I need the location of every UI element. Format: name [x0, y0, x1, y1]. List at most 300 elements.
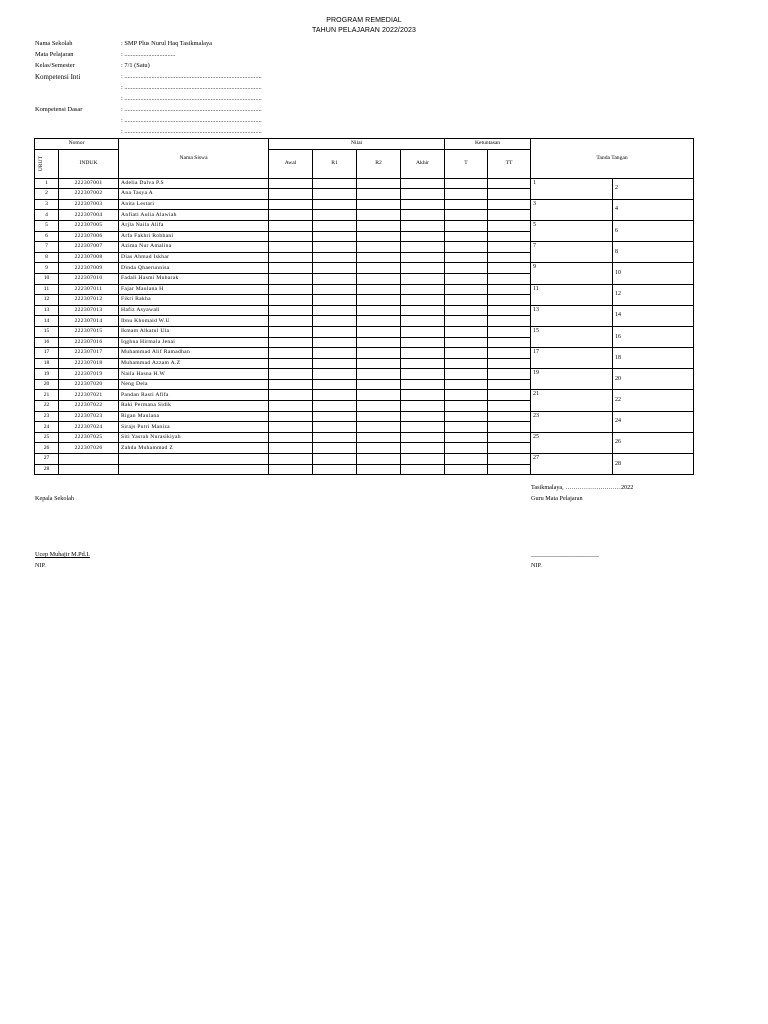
signature-cell[interactable]: 22: [613, 390, 694, 411]
cell-urut: 15: [35, 326, 59, 337]
cell-urut: 10: [35, 273, 59, 284]
cell-t[interactable]: [445, 305, 488, 316]
cell-akhir[interactable]: [401, 401, 445, 412]
table-row: [35, 432, 694, 443]
cell-awal[interactable]: [269, 305, 313, 316]
cell-tt[interactable]: [488, 443, 531, 454]
cell-akhir[interactable]: [401, 422, 445, 433]
info-value: : ......................................................................................: [121, 128, 262, 135]
signature-cell[interactable]: 19: [531, 369, 613, 390]
cell-akhir[interactable]: [401, 210, 445, 221]
cell-awal[interactable]: [269, 273, 313, 284]
signature-cell[interactable]: 8: [613, 242, 694, 263]
table-row: [35, 348, 694, 359]
cell-tt[interactable]: [488, 210, 531, 221]
nip-left: NIP.: [35, 562, 46, 569]
cell-induk: 222307013: [59, 305, 119, 316]
cell-tt[interactable]: [488, 284, 531, 295]
cell-r1[interactable]: [313, 284, 357, 295]
cell-awal[interactable]: [269, 390, 313, 401]
cell-r2[interactable]: [357, 242, 401, 253]
cell-r1[interactable]: [313, 189, 357, 200]
table-row: [35, 454, 694, 465]
cell-t[interactable]: [445, 348, 488, 359]
signature-cell[interactable]: 16: [613, 326, 694, 347]
cell-tt[interactable]: [488, 390, 531, 401]
cell-induk: 222307014: [59, 316, 119, 327]
cell-induk: 222307011: [59, 284, 119, 295]
cell-r1[interactable]: [313, 358, 357, 369]
cell-akhir[interactable]: [401, 295, 445, 306]
info-label: Kompetensi Dasar: [35, 106, 83, 113]
page-subtitle: TAHUN PELAJARAN 2022/2023: [312, 27, 416, 34]
table-row: [35, 220, 694, 231]
cell-urut: 11: [35, 284, 59, 295]
cell-t[interactable]: [445, 242, 488, 253]
cell-induk: 222307002: [59, 189, 119, 200]
cell-awal[interactable]: [269, 252, 313, 263]
cell-induk: 222307008: [59, 252, 119, 263]
cell-urut: 9: [35, 263, 59, 274]
signature-cell[interactable]: 27: [531, 454, 613, 475]
cell-nama: Ibnu Khomaid W.U: [119, 316, 269, 327]
kepala-name: Ucep Muhajir M.Pd.I.: [35, 551, 90, 558]
header-nilai: Nilai: [269, 139, 445, 150]
cell-t[interactable]: [445, 210, 488, 221]
cell-r2[interactable]: [357, 326, 401, 337]
cell-nama: Dias Ahmad Iskhar: [119, 252, 269, 263]
table-row: [35, 369, 694, 380]
table-body: [35, 178, 694, 475]
signature-cell[interactable]: 11: [531, 284, 613, 305]
cell-r2[interactable]: [357, 316, 401, 327]
cell-nama: Hafiz Asyawali: [119, 305, 269, 316]
cell-urut: 4: [35, 210, 59, 221]
cell-tt[interactable]: [488, 199, 531, 210]
info-value: : ......................................................................................: [121, 84, 262, 91]
header-r2: R2: [357, 149, 401, 178]
cell-induk: 222307018: [59, 358, 119, 369]
cell-nama: Ikmam Alkatul Ula: [119, 326, 269, 337]
cell-awal[interactable]: [269, 210, 313, 221]
cell-tt[interactable]: [488, 189, 531, 200]
cell-awal[interactable]: [269, 326, 313, 337]
cell-r2[interactable]: [357, 210, 401, 221]
signature-cell[interactable]: 18: [613, 348, 694, 369]
cell-r1[interactable]: [313, 316, 357, 327]
cell-akhir[interactable]: [401, 242, 445, 253]
cell-akhir[interactable]: [401, 369, 445, 380]
cell-t[interactable]: [445, 252, 488, 263]
table-row: [35, 390, 694, 401]
info-value: : ......................................................................................: [121, 117, 262, 124]
cell-tt[interactable]: [488, 316, 531, 327]
kepala-label: Kepala Sekolah: [35, 495, 75, 502]
cell-r2[interactable]: [357, 432, 401, 443]
cell-tt[interactable]: [488, 464, 531, 475]
cell-tt[interactable]: [488, 348, 531, 359]
cell-t[interactable]: [445, 369, 488, 380]
cell-t[interactable]: [445, 199, 488, 210]
cell-r1[interactable]: [313, 273, 357, 284]
cell-t[interactable]: [445, 379, 488, 390]
cell-akhir[interactable]: [401, 284, 445, 295]
signature-cell[interactable]: 21: [531, 390, 613, 411]
cell-tt[interactable]: [488, 401, 531, 412]
cell-nama: Arjla Naila Alifa: [119, 220, 269, 231]
cell-r2[interactable]: [357, 401, 401, 412]
cell-t[interactable]: [445, 422, 488, 433]
signature-cell[interactable]: 9: [531, 263, 613, 284]
cell-urut: 24: [35, 422, 59, 433]
cell-urut: 19: [35, 369, 59, 380]
cell-awal[interactable]: [269, 295, 313, 306]
cell-awal[interactable]: [269, 369, 313, 380]
cell-r1[interactable]: [313, 411, 357, 422]
cell-akhir[interactable]: [401, 337, 445, 348]
header-awal: Awal: [269, 149, 313, 178]
cell-urut: 16: [35, 337, 59, 348]
cell-awal[interactable]: [269, 422, 313, 433]
cell-awal[interactable]: [269, 464, 313, 475]
cell-tt[interactable]: [488, 231, 531, 242]
cell-awal[interactable]: [269, 284, 313, 295]
cell-awal[interactable]: [269, 220, 313, 231]
signature-cell[interactable]: 25: [531, 432, 613, 453]
cell-akhir[interactable]: [401, 411, 445, 422]
cell-t[interactable]: [445, 316, 488, 327]
cell-t[interactable]: [445, 454, 488, 465]
header-akhir: Akhir: [401, 149, 445, 178]
cell-tt[interactable]: [488, 326, 531, 337]
sign-line: ______________________: [531, 551, 600, 558]
cell-urut: 28: [35, 464, 59, 475]
signature-cell[interactable]: 20: [613, 369, 694, 390]
cell-akhir[interactable]: [401, 443, 445, 454]
cell-awal[interactable]: [269, 454, 313, 465]
cell-akhir[interactable]: [401, 464, 445, 475]
cell-r2[interactable]: [357, 252, 401, 263]
cell-induk: 222307003: [59, 199, 119, 210]
cell-awal[interactable]: [269, 178, 313, 189]
signature-cell[interactable]: 28: [613, 454, 694, 475]
cell-awal[interactable]: [269, 432, 313, 443]
cell-r1[interactable]: [313, 432, 357, 443]
header-tt: TT: [488, 149, 531, 178]
cell-induk: 222307019: [59, 369, 119, 380]
cell-induk: 222307025: [59, 432, 119, 443]
table-row: [35, 242, 694, 253]
cell-r2[interactable]: [357, 305, 401, 316]
cell-tt[interactable]: [488, 432, 531, 443]
cell-t[interactable]: [445, 231, 488, 242]
cell-t[interactable]: [445, 464, 488, 475]
header-r1: R1: [313, 149, 357, 178]
cell-tt[interactable]: [488, 305, 531, 316]
cell-tt[interactable]: [488, 379, 531, 390]
cell-r1[interactable]: [313, 326, 357, 337]
cell-t[interactable]: [445, 401, 488, 412]
cell-akhir[interactable]: [401, 189, 445, 200]
signature-cell[interactable]: 6: [613, 220, 694, 241]
cell-t[interactable]: [445, 295, 488, 306]
cell-nama: Siti Yasrah Nurasikiyah: [119, 432, 269, 443]
cell-r2[interactable]: [357, 464, 401, 475]
cell-r1[interactable]: [313, 263, 357, 274]
cell-urut: 8: [35, 252, 59, 263]
cell-urut: 26: [35, 443, 59, 454]
cell-tt[interactable]: [488, 411, 531, 422]
info-label: Nama Sekolah: [35, 40, 73, 47]
signature-cell[interactable]: 7: [531, 242, 613, 263]
header-nama-siswa: Nama Siswa: [119, 139, 269, 179]
cell-nama: [119, 464, 269, 475]
cell-r2[interactable]: [357, 422, 401, 433]
cell-nama: Iqghna Hirmala Jenai: [119, 337, 269, 348]
cell-urut: 22: [35, 401, 59, 412]
cell-t[interactable]: [445, 263, 488, 274]
cell-r1[interactable]: [313, 178, 357, 189]
cell-r2[interactable]: [357, 178, 401, 189]
signature-cell[interactable]: 10: [613, 263, 694, 284]
cell-r1[interactable]: [313, 242, 357, 253]
cell-urut: 13: [35, 305, 59, 316]
cell-r2[interactable]: [357, 284, 401, 295]
cell-tt[interactable]: [488, 422, 531, 433]
signature-cell[interactable]: 12: [613, 284, 694, 305]
cell-r2[interactable]: [357, 443, 401, 454]
table-row: [35, 263, 694, 274]
cell-r2[interactable]: [357, 189, 401, 200]
cell-induk: 222307004: [59, 210, 119, 221]
signature-cell[interactable]: 1: [531, 178, 613, 199]
cell-urut: 1: [35, 178, 59, 189]
cell-tt[interactable]: [488, 358, 531, 369]
signature-cell[interactable]: 15: [531, 326, 613, 347]
cell-awal[interactable]: [269, 358, 313, 369]
info-value: : 7/1 (Satu): [121, 62, 150, 69]
cell-akhir[interactable]: [401, 348, 445, 359]
table-row: [35, 411, 694, 422]
cell-akhir[interactable]: [401, 199, 445, 210]
cell-r2[interactable]: [357, 337, 401, 348]
cell-akhir[interactable]: [401, 231, 445, 242]
cell-induk: 222307016: [59, 337, 119, 348]
info-value: : ................................: [121, 51, 176, 58]
signature-cell[interactable]: 5: [531, 220, 613, 241]
cell-induk: 222307012: [59, 295, 119, 306]
cell-urut: 17: [35, 348, 59, 359]
cell-r2[interactable]: [357, 199, 401, 210]
cell-t[interactable]: [445, 178, 488, 189]
info-label: Kompetensi Inti: [35, 73, 81, 81]
cell-urut: 6: [35, 231, 59, 242]
page-title: PROGRAM REMEDIAL: [326, 17, 402, 24]
cell-r1[interactable]: [313, 401, 357, 412]
header-t: T: [445, 149, 488, 178]
cell-t[interactable]: [445, 284, 488, 295]
cell-akhir[interactable]: [401, 390, 445, 401]
cell-t[interactable]: [445, 273, 488, 284]
cell-nama: Neng Dela: [119, 379, 269, 390]
cell-r2[interactable]: [357, 390, 401, 401]
signature-cell[interactable]: 13: [531, 305, 613, 326]
header-nomor: Nomor: [35, 139, 119, 150]
cell-t[interactable]: [445, 432, 488, 443]
cell-induk: 222307015: [59, 326, 119, 337]
cell-nama: Naila Hasna H.W: [119, 369, 269, 380]
cell-induk: 222307007: [59, 242, 119, 253]
cell-r1[interactable]: [313, 231, 357, 242]
cell-tt[interactable]: [488, 263, 531, 274]
cell-urut: 23: [35, 411, 59, 422]
cell-nama: [119, 454, 269, 465]
cell-induk: 222307023: [59, 411, 119, 422]
cell-r2[interactable]: [357, 263, 401, 274]
cell-r2[interactable]: [357, 231, 401, 242]
cell-urut: 14: [35, 316, 59, 327]
cell-r1[interactable]: [313, 337, 357, 348]
cell-urut: 12: [35, 295, 59, 306]
cell-nama: Muhammad Azzam A.Z: [119, 358, 269, 369]
cell-t[interactable]: [445, 326, 488, 337]
cell-r2[interactable]: [357, 411, 401, 422]
cell-urut: 2: [35, 189, 59, 200]
cell-tt[interactable]: [488, 369, 531, 380]
cell-awal[interactable]: [269, 348, 313, 359]
cell-r1[interactable]: [313, 443, 357, 454]
cell-awal[interactable]: [269, 231, 313, 242]
signature-cell[interactable]: 24: [613, 411, 694, 432]
signature-cell[interactable]: 17: [531, 348, 613, 369]
cell-akhir[interactable]: [401, 252, 445, 263]
cell-nama: Rigan Maulana: [119, 411, 269, 422]
cell-r2[interactable]: [357, 369, 401, 380]
cell-r1[interactable]: [313, 295, 357, 306]
cell-induk: 222307006: [59, 231, 119, 242]
cell-akhir[interactable]: [401, 326, 445, 337]
cell-urut: 27: [35, 454, 59, 465]
signature-cell[interactable]: 23: [531, 411, 613, 432]
header-urut: URUT: [38, 155, 44, 172]
cell-r2[interactable]: [357, 295, 401, 306]
cell-r1[interactable]: [313, 305, 357, 316]
cell-r1[interactable]: [313, 220, 357, 231]
cell-nama: Ana Tasya A: [119, 189, 269, 200]
cell-r1[interactable]: [313, 390, 357, 401]
cell-r2[interactable]: [357, 358, 401, 369]
cell-awal[interactable]: [269, 337, 313, 348]
cell-akhir[interactable]: [401, 263, 445, 274]
table-row: [35, 326, 694, 337]
cell-r1[interactable]: [313, 252, 357, 263]
cell-r1[interactable]: [313, 369, 357, 380]
cell-akhir[interactable]: [401, 379, 445, 390]
cell-awal[interactable]: [269, 263, 313, 274]
cell-akhir[interactable]: [401, 273, 445, 284]
cell-awal[interactable]: [269, 242, 313, 253]
cell-urut: 7: [35, 242, 59, 253]
cell-akhir[interactable]: [401, 316, 445, 327]
cell-awal[interactable]: [269, 316, 313, 327]
cell-r2[interactable]: [357, 348, 401, 359]
signature-cell[interactable]: 2: [613, 178, 694, 199]
info-value: : ......................................................................................: [121, 73, 262, 80]
cell-t[interactable]: [445, 443, 488, 454]
cell-induk: 222307026: [59, 443, 119, 454]
guru-label: Guru Mata Pelajaran: [531, 495, 583, 502]
cell-r1[interactable]: [313, 348, 357, 359]
cell-nama: Azima Nur Amalina: [119, 242, 269, 253]
cell-induk: 222307021: [59, 390, 119, 401]
cell-nama: Fadali Hasmi Mubarak: [119, 273, 269, 284]
table-row: [35, 284, 694, 295]
cell-tt[interactable]: [488, 454, 531, 465]
cell-nama: Sirajs Putri Maniza: [119, 422, 269, 433]
cell-awal[interactable]: [269, 401, 313, 412]
cell-tt[interactable]: [488, 242, 531, 253]
cell-r2[interactable]: [357, 273, 401, 284]
cell-tt[interactable]: [488, 295, 531, 306]
cell-akhir[interactable]: [401, 432, 445, 443]
cell-r1[interactable]: [313, 454, 357, 465]
cell-t[interactable]: [445, 337, 488, 348]
cell-awal[interactable]: [269, 189, 313, 200]
cell-r1[interactable]: [313, 199, 357, 210]
cell-awal[interactable]: [269, 199, 313, 210]
signature-cell[interactable]: 14: [613, 305, 694, 326]
signature-cell[interactable]: 26: [613, 432, 694, 453]
cell-r1[interactable]: [313, 210, 357, 221]
signature-cell[interactable]: 3: [531, 199, 613, 220]
cell-t[interactable]: [445, 411, 488, 422]
cell-awal[interactable]: [269, 443, 313, 454]
cell-tt[interactable]: [488, 337, 531, 348]
cell-r1[interactable]: [313, 379, 357, 390]
info-value: : ......................................................................................: [121, 106, 262, 113]
cell-akhir[interactable]: [401, 220, 445, 231]
cell-akhir[interactable]: [401, 358, 445, 369]
cell-tt[interactable]: [488, 273, 531, 284]
cell-r2[interactable]: [357, 454, 401, 465]
header-induk: INDUK: [59, 149, 119, 178]
cell-t[interactable]: [445, 220, 488, 231]
cell-tt[interactable]: [488, 220, 531, 231]
cell-tt[interactable]: [488, 252, 531, 263]
signature-cell[interactable]: 4: [613, 199, 694, 220]
cell-r2[interactable]: [357, 220, 401, 231]
cell-induk: 222307020: [59, 379, 119, 390]
cell-akhir[interactable]: [401, 305, 445, 316]
cell-nama: Adelia Dalva P.S: [119, 178, 269, 189]
cell-r1[interactable]: [313, 422, 357, 433]
cell-t[interactable]: [445, 358, 488, 369]
cell-r2[interactable]: [357, 379, 401, 390]
cell-tt[interactable]: [488, 178, 531, 189]
table-row: [35, 199, 694, 210]
remedial-table: [34, 138, 694, 475]
cell-nama: Arfa Fakhri Robbani: [119, 231, 269, 242]
nip-right: NIP.: [531, 562, 542, 569]
cell-t[interactable]: [445, 189, 488, 200]
cell-awal[interactable]: [269, 379, 313, 390]
cell-akhir[interactable]: [401, 178, 445, 189]
cell-awal[interactable]: [269, 411, 313, 422]
cell-akhir[interactable]: [401, 454, 445, 465]
cell-r1[interactable]: [313, 464, 357, 475]
info-label: Mata Pelajaran: [35, 51, 74, 58]
cell-t[interactable]: [445, 390, 488, 401]
